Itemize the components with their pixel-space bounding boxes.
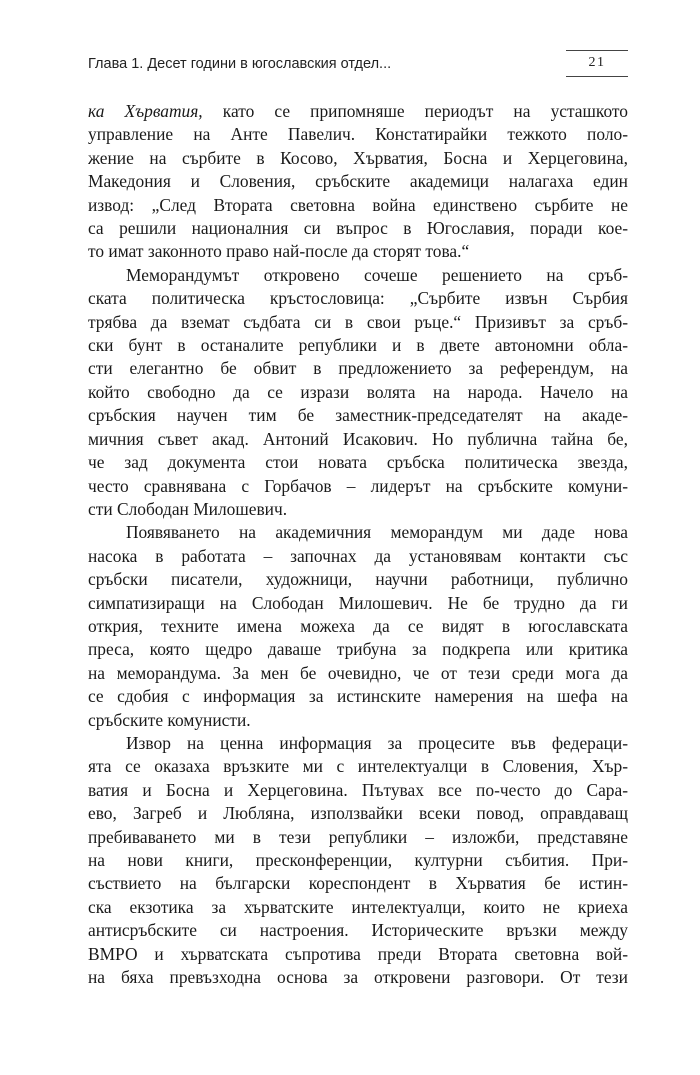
text-line: сти елегантно бе обвит в предложението за референдум, на [88,358,628,379]
text-line: трябва да вземат съдбата си в свои ръце.“ Призивът за сръб- [88,311,628,332]
text-line: управление на Анте Павелич. Констатирайки тежкото поло- [88,124,628,145]
page-number: 21 [588,55,606,70]
text-line: Македония и Словения, сръбските академици налагаха един [88,171,628,192]
text-line: Появяването на академичния меморандум ми даде нова [126,522,628,543]
text-line: преса, която щедро даваше трибуна за подкрепа или критика [88,639,628,660]
text-line: ВМРО и хърватската съпротива преди Втората световна вой- [88,943,628,964]
text-line: сти Слободан Милошевич. [88,498,288,519]
text-line: ята се оказаха връзките ми с интелектуалци в Словения, Хър- [88,756,628,777]
paragraph-3 [88,521,628,732]
text-line: са решили националния си въпрос в Югославия, поради кое- [88,218,628,239]
text-line: Меморандумът откровено сочеше решението на сръб- [126,264,628,285]
text-line: сръбския научен тим бе заместник-председателят на акаде- [88,405,628,426]
text-line: открия, техните имена можеха да се видят в югославската [88,615,628,636]
text-line: често сравнявана с Горбачов – лидерът на сръбските комуни- [88,475,628,496]
text-line: извод: „След Втората световна война единствено сърбите не [88,194,628,215]
text-line: ски бунт в останалите републики и в двете автономни обла- [88,335,628,356]
text-line: симпатизиращи на Слободан Милошевич. Не бе трудно да ги [88,592,628,613]
text-line: то имат законното право най-после да сторят това.“ [88,241,470,262]
paragraph-2 [88,264,628,521]
running-header [88,50,628,80]
text-line: на нови книги, пресконференции, културни събития. При- [88,850,628,870]
text-line: мичния съвет акад. Антоний Исакович. Но публична тайна бе, [88,428,628,449]
paragraph-1 [88,100,628,264]
page-number-box [566,50,628,78]
text-line: че зад документа стои новата сръбска политическа звезда, [88,452,628,473]
chapter-title: Глава 1. Десет години в югославския отдел... [88,56,392,72]
text-line: ската политическа кръстословица: „Сърбите извън Сърбия [88,288,628,309]
text-line: на бяха превъзходна основа за откровени разговори. От тези [88,967,628,988]
text-line: насока в работата – започнах да установявам контакти със [88,545,628,566]
text-run: като се припомняше периодът на усташкото [202,101,628,121]
text-line: на меморандума. За мен бе очевидно, че от тези среди мога да [88,662,628,683]
text-line: ево, Загреб и Любляна, използвайки всеки повод, оправдаващ [88,803,628,824]
text-line: жение на сърбите в Косово, Хърватия, Босна и Херцеговина, [88,147,628,168]
text-line: ватия и Босна и Херцеговина. Пътувах все по-често до Сара- [88,779,628,800]
page-number-rule-top [566,50,628,51]
text-line: който свободно да се изрази волята на народа. Начело на [88,381,628,402]
text-line: Извор на ценна информация за процесите във федераци- [126,732,628,753]
body-text [88,100,628,989]
text-line: ска екзотика за хърватските интелектуалци, които не криеха [88,896,628,917]
text-line: се сдобия с информация за истинските намерения на шефа на [88,686,628,707]
text-line: антисръбските си настроения. Историческите връзки между [88,920,628,941]
page-number-rule-bottom [566,76,628,77]
italic-phrase: ка Хърватия, [88,101,203,121]
text-line [88,100,628,123]
text-line: пребиваването ми в тези републики – изложби, представяне [88,826,628,847]
text-line: съствието на български кореспондент в Хърватия бе истин- [88,873,628,894]
text-line: сръбски писатели, художници, научни работници, публично [88,569,628,590]
paragraph-4 [88,732,628,989]
text-line: сръбските комунисти. [88,709,251,730]
